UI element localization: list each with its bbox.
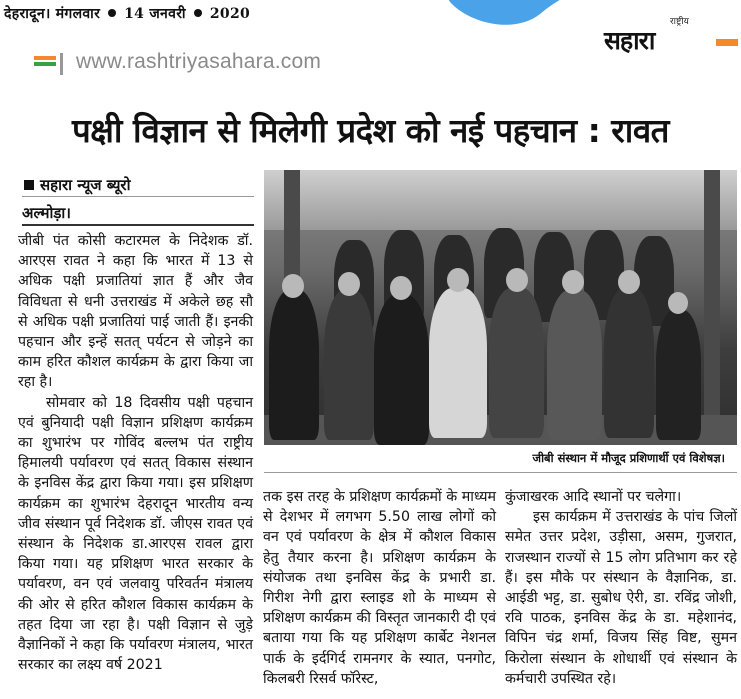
byline-rule bbox=[22, 196, 254, 197]
caption-rule bbox=[264, 472, 737, 473]
headline: पक्षी विज्ञान से मिलेगी प्रदेश को नई पहचान : रावत bbox=[72, 111, 669, 150]
logo-bar bbox=[716, 39, 738, 46]
article-column-3 bbox=[505, 487, 737, 689]
sahara-logo bbox=[604, 14, 738, 54]
article-column-2 bbox=[263, 487, 496, 689]
photo-caption: जीबी संस्थान में मौजूद प्रशिणार्थी एवं विशेषज्ञ। bbox=[532, 451, 725, 465]
dateline-day: मंगलवार bbox=[55, 6, 101, 22]
byline-square-icon bbox=[24, 180, 34, 190]
byline-text: सहारा न्यूज ब्यूरो bbox=[40, 176, 131, 194]
india-flag-icon bbox=[34, 56, 56, 70]
url-divider bbox=[60, 53, 63, 75]
logo-subtitle: राष्ट्रीय bbox=[670, 17, 689, 27]
dateline-date: 14 जनवरी bbox=[124, 6, 186, 22]
dateline-place: देहरादून bbox=[4, 6, 45, 22]
dateline-separator bbox=[108, 9, 116, 17]
article-paragraph: इस कार्यक्रम में उत्तराखंड के पांच जिलों समेत उत्तर प्रदेश, उड़ीसा, असम, गुजरात, राजस्थान राज्यों से 15 लोग प्रतिभाग कर रहे हैं। इस मौके पर संस्थान के वैज्ञानिक, डा. आईडी भट्ट, डा. सुबोध ऐरी, डा. रविंद्र जोशी, रवि पाठक, इनविस केंद्र के डा. महेशानंद, विपिन चंद्र शर्मा, विजय सिंह विष्ट, सुमन किरोला संस्थान के शोधार्थी एवं संस्थान के कर्मचारी उपस्थित रहे। bbox=[505, 509, 737, 687]
article-paragraph: कुंजाखरक आदि स्थानों पर चलेगा। bbox=[505, 489, 682, 505]
article-paragraph: जीबी पंत कोसी कटारमल के निदेशक डॉ. आरएस रावत ने कहा कि भारत में 13 से अधिक पक्षी प्रजातियां ज्ञात हैं और जैव विविधता से धनी उत्तराखंड में अकेले छह सौ से अधिक पक्षी प्रजातियां पाई जाती हैं। इनकी पहचान और इन्हें सतत् पर्यटन से जोड़ने का काम हरित कौशल कार्यक्रम के द्वारा किया जा रहा है। bbox=[18, 233, 253, 391]
byline bbox=[24, 175, 130, 195]
dateline: देहरादून। मंगलवार 14 जनवरी 2020 bbox=[4, 6, 251, 22]
group-photo bbox=[264, 170, 737, 445]
dateline-separator bbox=[194, 9, 202, 17]
location-rule bbox=[22, 224, 254, 226]
article-column-1 bbox=[18, 231, 253, 675]
dateline-year: 2020 bbox=[209, 6, 251, 22]
article-paragraph: सोमवार को 18 दिवसीय पक्षी पहचान एवं बुनियादी पक्षी विज्ञान प्रशिक्षण कार्यक्रम का शुभारंभ पर गोविंद बल्लभ पंत राष्ट्रीय हिमालयी पर्यावरण एवं सतत् विकास संस्थान के इनविस केंद्र द्वारा किया गया। इस प्रशिक्षण कार्यक्रम का शुभारंभ देहरादून भारतीय वन्य जीव संस्थान पूर्व निदेशक डॉ. जीएस रावत एवं संस्थान के निदेशक डा.आरएस रावल द्वारा किया गया। यह प्रशिक्षण भारत सरकार के पर्यावरण, वन एवं जलवायु परिवर्तन मंत्रालय की ओर से हरित कौशल विकास कार्यक्रम के तहत दिया जा रहा है। पक्षी विज्ञान से जुड़े वैज्ञानिकों ने कहा कि पर्यावरण मंत्रालय, भारत सरकार का लक्ष्य वर्ष 2021 bbox=[18, 394, 253, 674]
twitter-bird-icon bbox=[420, 0, 580, 58]
story-location: अल्मोड़ा। bbox=[22, 204, 71, 222]
website-url[interactable]: www.rashtriyasahara.com bbox=[76, 50, 322, 73]
logo-title: सहारा bbox=[604, 26, 655, 55]
article-paragraph: तक इस तरह के प्रशिक्षण कार्यक्रमों के माध्यम से देशभर में लगभग 5.50 लाख लोगों को वन एवं पर्यावरण के क्षेत्र में कौशल विकास हेतु तैयार करना है। प्रशिक्षण कार्यक्रम के संयोजक तथा इनविस केंद्र के प्रभारी डा. गिरीश नेगी द्वारा स्लाइड शो के माध्यम से प्रशिक्षण कार्यक्रम की विस्तृत जानकारी दी एवं बताया गया कि यह प्रशिक्षण कार्बेट नेशनल पार्क के इर्दगिर्द रामनगर के स्यात, पनगोट, किलबरी रिसर्व फॉरेस्ट, bbox=[263, 489, 496, 687]
